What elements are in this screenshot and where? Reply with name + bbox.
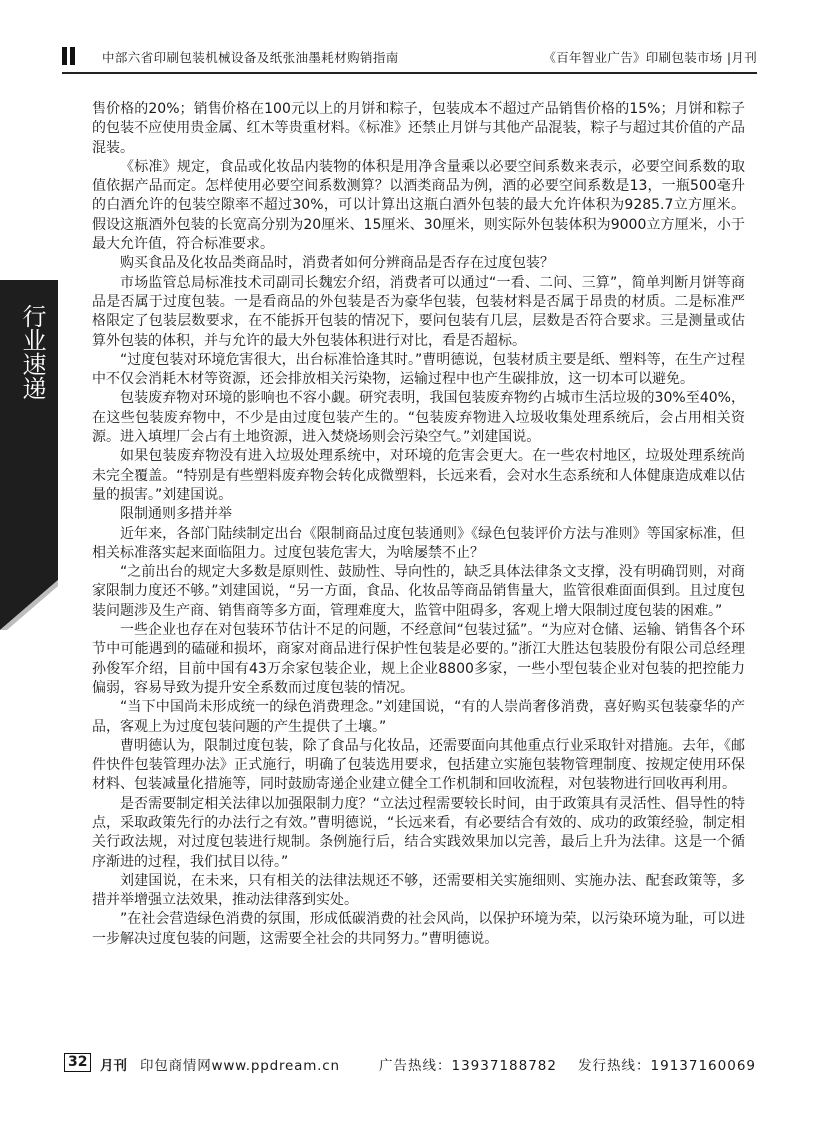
article-paragraph: 如果包装废弃物没有进入垃圾处理系统中，对环境的危害会更大。在一些农村地区，垃圾处理系统尚未完全覆盖。“特别是有些塑料废弃物会转化成微塑料，长远来看，会对水生态系统和人体健康造成难以估量的损害。”刘建国说。 <box>92 448 745 503</box>
article-paragraph: 《标准》规定，食品或化妆品内装物的体积是用净含量乘以必要空间系数来表示，必要空间系数的取值依据产品而定。怎样使用必要空间系数测算？以酒类商品为例，酒的必要空间系数是13，一瓶500毫升的白酒允许的包装空隙率不超过30%，可以计算出这瓶白酒外包装的最大允许体积为9285.7立方厘米。假设这瓶酒外包装的长宽高分别为20厘米、15厘米、30厘米，则实际外包装体积为9000立方厘米，小于最大允许值，符合标准要求。 <box>92 158 745 253</box>
page-header <box>62 46 757 68</box>
article-body <box>92 100 745 949</box>
article-paragraph: 市场监管总局标准技术司副司长魏宏介绍，消费者可以通过“一看、二问、三算”，简单判断月饼等商品是否属于过度包装。一是看商品的外包装是否为豪华包装，包装材料是否属于昂贵的材质。二是标准严格限定了包装层数要求，在不能拆开包装的情况下，要问包装有几层，层数是否符合要求。三是测量或估算外包装的体积，并与允许的最大外包装体积进行对比，看是否超标。 <box>92 274 745 349</box>
article-paragraph: 包装废弃物对环境的影响也不容小觑。研究表明，我国包装废弃物约占城市生活垃圾的30%至40%，在这些包装废弃物中，不少是由过度包装产生的。“包装废弃物进入垃圾收集处理系统后，会占用相关资源。进入填埋厂会占有土地资源，进入焚烧场则会污染空气。”刘建国说。 <box>92 390 745 446</box>
footer-site: 印包商情网www.ppdream.cn <box>140 1058 340 1074</box>
article-paragraph: 是否需要制定相关法律以加强限制力度？“立法过程需要较长时间，由于政策具有灵活性、倡导性的特点，采取政策先行的办法行之有效。”曹明德说，“长远来看，有必要结合有效的、成功的政策经验，制定相关行政法规，对过度包装进行规制。条例施行后，结合实践效果加以完善，最后上升为法律。这是一个循序渐进的过程，我们拭目以待。” <box>92 795 745 870</box>
article-paragraph: “当下中国尚未形成统一的绿色消费理念。”刘建国说，“有的人崇尚奢侈消费，喜好购买包装豪华的产品，客观上为过度包装问题的产生提供了土壤。” <box>92 699 745 735</box>
article-paragraph: 近年来，各部门陆续制定出台《限制商品过度包装通则》《绿色包装评价方法与准则》等国家标准，但相关标准落实起来面临阻力。过度包装危害大，为啥屡禁不止？ <box>92 525 745 561</box>
article-paragraph: “之前出台的规定大多数是原则性、鼓励性、导向性的，缺乏具体法律条文支撑，没有明确罚则，对商家限制力度还不够。”刘建国说，“另一方面，食品、化妆品等商品销售量大，监管很难面面俱到。且过度包装问题涉及生产商、销售商等多方面，管理难度大，监管中阻碍多，客观上增大限制过度包装的困难。” <box>92 564 745 619</box>
article-paragraph: 售价格的20%；销售价格在100元以上的月饼和粽子，包装成本不超过产品销售价格的15%；月饼和粽子的包装不应使用贵金属、红木等贵重材料。《标准》还禁止月饼与其他产品混装，粽子与超过其价值的产品混装。 <box>92 101 745 156</box>
footer-issue-hotline: 发行热线：19137160069 <box>578 1058 756 1074</box>
footer-ad-hotline: 广告热线：13937188782 <box>379 1058 557 1074</box>
header-rule <box>62 72 757 74</box>
page-number: 32 <box>64 1053 91 1072</box>
article-paragraph: 刘建国说，在未来，只有相关的法律法规还不够，还需要相关实施细则、实施办法、配套政策等，多措并举增强立法效果，推动法律落到实处。 <box>92 872 745 909</box>
article-paragraph: 曹明德认为，限制过度包装，除了食品与化妆品，还需要面向其他重点行业采取针对措施。去年，《邮件快件包装管理办法》正式施行，明确了包装选用要求，包括建立实施包装物管理制度、按规定使用环保材料、包装减量化措施等，同时鼓励寄递企业建立健全工作机制和回收流程，对包装物进行回收再利用。 <box>92 737 745 793</box>
header-right-title: 《百年智业广告》印刷包装市场 |月刊 <box>543 50 757 65</box>
article-paragraph: ”在社会营造绿色消费的氛围，形成低碳消费的社会风尚，以保护环境为荣，以污染环境为耻，可以进一步解决过度包装的问题，这需要全社会的共同努力。”曹明德说。 <box>92 911 745 947</box>
article-subheading: 限制通则多措并举 <box>120 506 232 523</box>
article-paragraph: “过度包装对环境危害很大，出台标准恰逢其时。”曹明德说，包装材质主要是纸、塑料等，在生产过程中不仅会消耗木材等资源，还会排放相关污染物，运输过程中也产生碳排放，这一切本可以避免。 <box>92 351 745 388</box>
side-tab-label: 行业速递 <box>18 304 46 400</box>
header-left-title: 中部六省印刷包装机械设备及纸张油墨耗材购销指南 <box>102 50 399 65</box>
header-bars-icon <box>62 47 80 65</box>
page-footer <box>64 1053 756 1075</box>
article-question: 购买食品及化妆品类商品时，消费者如何分辨商品是否存在过度包装？ <box>120 255 554 272</box>
footer-month-label: 月刊 <box>100 1058 127 1074</box>
article-paragraph: 一些企业也存在对包装环节估计不足的问题，不经意间“包装过猛”。“为应对仓储、运输、销售各个环节中可能遇到的磕碰和损坏，商家对商品进行保护性包装是必要的。”浙江大胜达包装股份有限公司总经理孙俊军介绍，目前中国有43万余家包装企业，规上企业8800多家，一些小型包装企业对包装的把控能力偏弱，容易导致为提升安全系数而过度包装的情况。 <box>92 622 745 696</box>
